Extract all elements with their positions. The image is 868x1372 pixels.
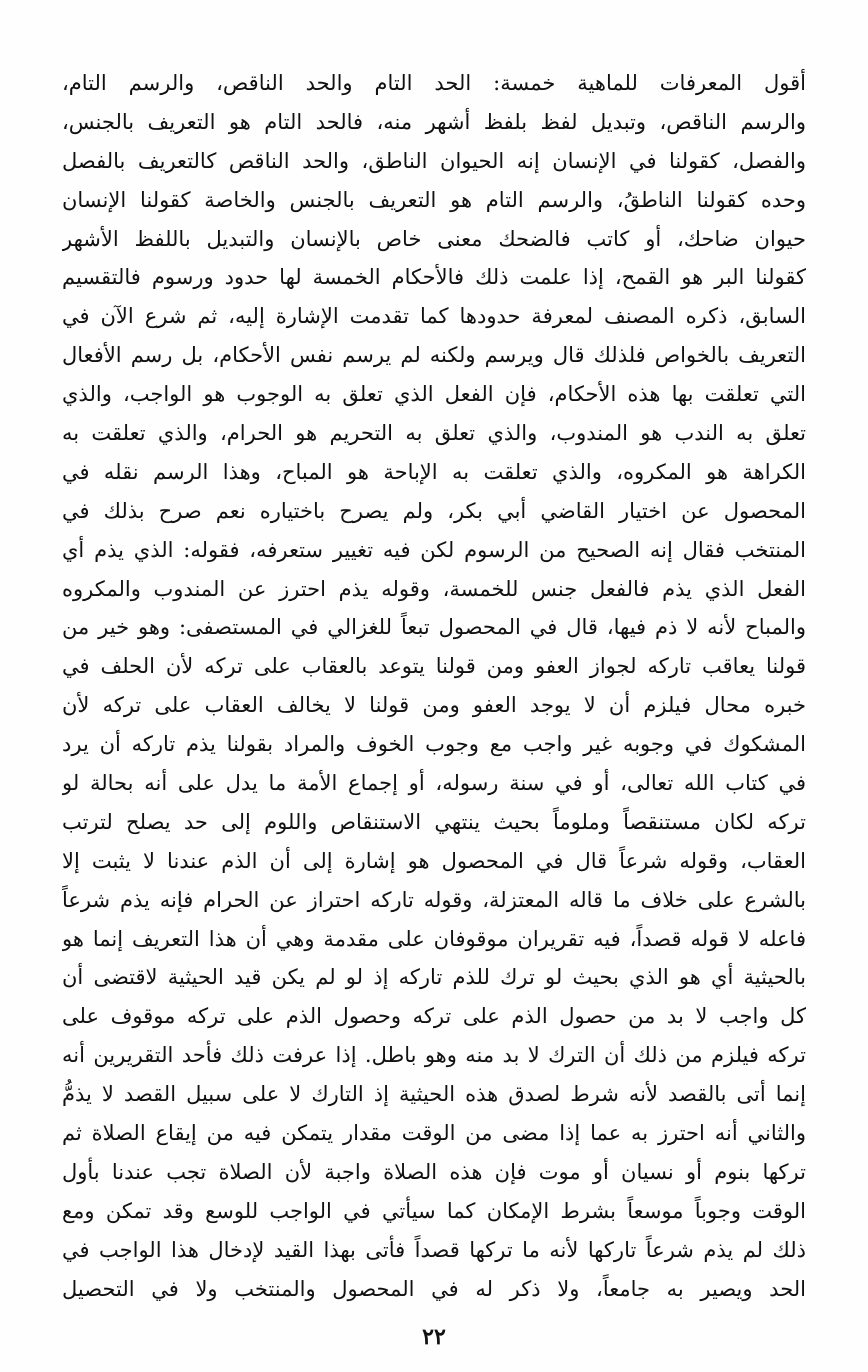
text-line: والمباح لأنه لا ذم فيها، قال في المحصول تبعاً للغزالي في المستصفى: وهو خير من [62, 615, 806, 640]
text-line: في كتاب الله تعالى، أو في سنة رسوله، أو إجماع الأمة ما يدل على أنه بحالة لو [62, 771, 806, 796]
text-line: والثاني أنه احترز به عما إذا مضى من الوقت مقدار يتمكن فيه من إيقاع الصلاة ثم [62, 1121, 806, 1146]
text-line: التعريف بالخواص فلذلك قال ويرسم ولكنه لم يرسم نفس الأحكام، بل رسم الأفعال [62, 343, 806, 368]
text-line: العقاب، وقوله شرعاً قال في المحصول هو إشارة إلى أن الذم عندنا لا يثبت إلا [62, 848, 806, 873]
text-line: السابق، ذكره المصنف لمعرفة حدودها كما تقدمت الإشارة إليه، ثم شرع الآن في [62, 304, 806, 329]
text-line: ذلك لم يذم شرعاً تاركها لأنه ما تركها قصداً فأتى بهذا القيد لإدخال هذا الواجب في [62, 1237, 806, 1262]
text-line: إنما أتى بالقصد لأنه شرط لصدق هذه الحيثية إذ التارك لا على سبيل القصد لا يذمُّ [62, 1082, 806, 1107]
text-line: كقولنا البر هو القمح، إذا علمت ذلك فالأحكام الخمسة لها حدود ورسوم فالتقسيم [62, 265, 806, 290]
text-line: أقول المعرفات للماهية خمسة: الحد التام والحد الناقص، والرسم التام، [62, 71, 806, 95]
text-line: حيوان ضاحك، أو كاتب فالضحك معنى خاص بالإنسان والتبديل باللفظ الأشهر [62, 226, 806, 251]
text-line: بالشرع على خلاف ما قاله المعتزلة، وقوله تاركه احتراز عن الحرام فإنه يذم شرعاً [62, 887, 806, 912]
text-line: المشكوك في وجوبه غير واجب مع وجوب الخوف والمراد بقولنا يذم تاركه أن يرد [62, 732, 806, 757]
text-line: التي تعلقت بها هذه الأحكام، فإن الفعل الذي تعلق به الوجوب هو الواجب، والذي [62, 382, 806, 407]
text-line: الكراهة هو المكروه، والذي تعلقت به الإباحة هو المباح، وهذا الرسم نقله في [62, 459, 806, 484]
text-line: كل واجب لا بد من حصول الذم على تركه وحصول الذم على تركه موقوف على [62, 1004, 806, 1029]
text-line: فاعله لا قوله قصداً، فيه تقريران موقوفان على مقدمة وهي أن هذا التعريف إنما هو [62, 926, 806, 951]
text-line: تركها بنوم أو نسيان أو موت فإن هذه الصلاة واجبة لأن الصلاة تجب عندنا بأول [62, 1159, 806, 1184]
text-line: الوقت وجوباً موسعاً بشرط الإمكان كما سيأتي في الواجب للوسع وقد تمكن ومع [62, 1198, 806, 1223]
text-line: وحده كقولنا الناطقُ، والرسم التام هو التعريف بالجنس والخاصة كقولنا الإنسان [62, 187, 806, 212]
page-text-body [62, 64, 806, 1309]
text-line: تركه فيلزم من ذلك أن الترك لا بد منه وهو باطل. إذا عرفت ذلك فأحد التقريرين أنه [62, 1043, 806, 1068]
text-line: والرسم الناقص، وتبديل لفظ بلفظ أشهر منه، فالحد التام هو التعريف بالجنس، [62, 109, 806, 134]
text-line: بالحيثية أي هو الذي بحيث لو ترك للذم تاركه إذ لو لم يكن قيد الحيثية لاقتضى أن [62, 965, 806, 990]
text-line: تركه لكان مستنقصاً وملوماً بحيث ينتهي الاستنقاص واللوم إلى حد يصلح لترتب [62, 809, 806, 834]
text-line: المحصول عن اختيار القاضي أبي بكر، ولم يصرح باختياره نعم صرح بذلك في [62, 498, 806, 523]
text-line: خبره محال فيلزم أن لا يوجد العفو ومن قولنا لا يخالف العقاب على تركه لأن [62, 693, 806, 718]
text-line: قولنا يعاقب تاركه لجواز العفو ومن قولنا يتوعد بالعقاب على تركه لأن الحلف في [62, 654, 806, 679]
text-line: الفعل الذي يذم فالفعل جنس للخمسة، وقوله يذم احترز عن المندوب والمكروه [62, 576, 806, 601]
page-number: ٢٢ [422, 1324, 446, 1350]
text-line: تعلق به الندب هو المندوب، والذي تعلق به التحريم هو الحرام، والذي تعلقت به [62, 421, 806, 446]
text-line: والفصل، كقولنا في الإنسان إنه الحيوان الناطق، والحد الناقص كالتعريف بالفصل [62, 148, 806, 173]
text-line: الحد ويصير به جامعاً، ولا ذكر له في المحصول والمنتخب ولا في التحصيل [62, 1276, 806, 1301]
text-line: المنتخب فقال إنه الصحيح من الرسوم لكن فيه تغيير ستعرفه، فقوله: الذي يذم أي [62, 537, 806, 562]
